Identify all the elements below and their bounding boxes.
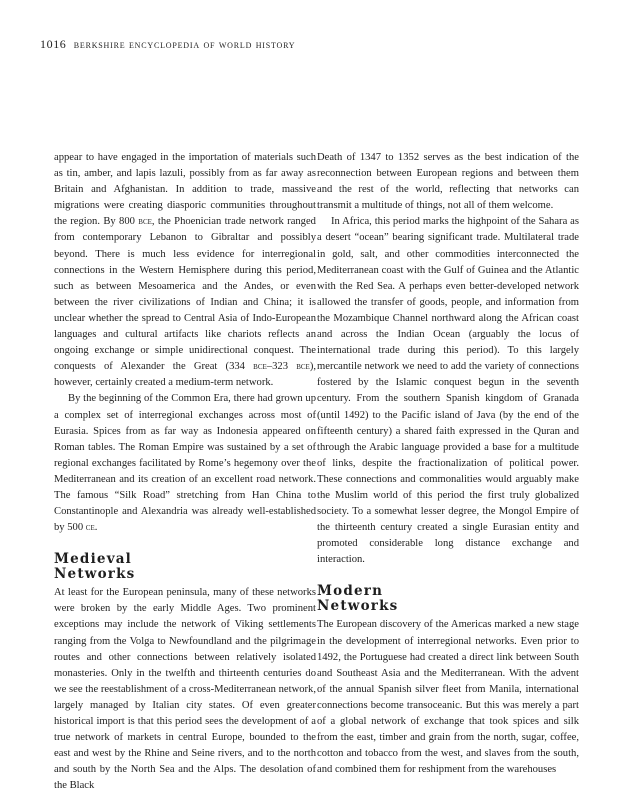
paragraph: The European discovery of the Americas marked a new stage in the development of interregional networks. Even prior to 1492, the Portuguese had created a direct link between South and Southeast Asia and the Mediterranean. With the advent of the annual Spanish silver fleet from Manila, international connections become transoceanic. But this was merely a part of a global network of exchange that took spices and silk from the east, timber and grain from the north, sugar, coffee, cotton and tobacco from the west, and slaves from the south, and combined them for reshipment from the warehouses: [317, 619, 579, 776]
paragraph: Death of 1347 to 1352 serves as the best indication of the reconnection between European regions and between them and the rest of the world, reflecting that networks can transmit a multitude of things, not all of them welcome.: [317, 152, 579, 212]
page-number: 1016: [40, 37, 67, 51]
left-column: [54, 150, 316, 794]
right-column: [317, 150, 579, 778]
book-title: berkshire encyclopedia of world history: [73, 39, 296, 51]
paragraph: By the beginning of the Common Era, there had grown up a complex set of interregional exchanges across most of Eurasia. Spices from as far way as Indonesia appeared on Roman tables. The Roman Empire was sustained by a set of regional exchanges facilitated by Rome’s hegemony over the Mediterranean and its creation of an excellent road network. The famous “Silk Road” stretching from Han China to Constantinople and Alexandria was already well-established by 500 ce.: [54, 393, 316, 534]
paragraph: appear to have engaged in the importation of materials such as tin, amber, and lapis lazuli, possibly from as far away as Britain and Afghanistan. In addition to trade, massive migrations were creating diasporic communities throughout the region. By 800 bce, the Phoenician trade network ranged from contemporary Lebanon to Gibraltar and possibly beyond. There is much less evidence for interregional connections in the Western Hemisphere during this period, such as between Mesoamerica and the Andes, or even between the river civilizations of Indian and China; it is unclear whether the spread to Central Asia of Indo-European languages and cultural artifacts like chariots reflects an ongoing exchange or simple unidirectional conquest. The conquests of Alexander the Great (334 bce–323 bce), however, certainly created a medium-term network.: [54, 152, 316, 389]
section-heading-modern-networks: Modern Networks: [317, 583, 399, 614]
running-head: [40, 37, 295, 52]
paragraph: In Africa, this period marks the highpoint of the Sahara as a desert “ocean” bearing significant trade. Multilateral trade in gold, salt, and other commodities interconnected the Mediterranean coast with the Gulf of Guinea and the Atlantic with the Red Sea. A perhaps even better-developed network allowed the transfer of goods, people, and information from the Mozambique Channel northward along the African coast and across the Indian Ocean (arguably the locus of international trade during this period). To this largely mercantile network we need to add the variety of connections fostered by the Islamic conquest begun in the seventh century. From the southern Spanish kingdom of Granada (until 1492) to the Pacific island of Java (by the end of the fifteenth century) a shared faith expressed in the Quran and through the Arabic language provided a base for a multitude of links, despite the fractionalization of political power. These connections and commonalities would arguably make the Muslim world of this period the first truly globalized society. To a somewhat lesser degree, the Mongol Empire of the thirteenth century created a single Eurasian entity and promoted considerable long distance exchange and interaction.: [317, 216, 579, 566]
section-heading-medieval-networks: Medieval Networks: [54, 551, 136, 582]
paragraph: At least for the European peninsula, many of these networks were broken by the early Middle Ages. Two prominent exceptions may include the network of Viking settlements ranging from the Volga to Newfoundland and the pilgrimage routes and other connections between relatively isolated monasteries. Only in the twelfth and thirteenth centuries do we see the reestablishment of a cross-Mediterranean network, largely managed by Italian city states. Of even greater historical import is that this period sees the development of a true network of markets in central Europe, bounded to the east and west by the Rhine and Seine rivers, and to the north and south by the North Sea and the Alps. The desolation of the Black: [54, 587, 316, 792]
